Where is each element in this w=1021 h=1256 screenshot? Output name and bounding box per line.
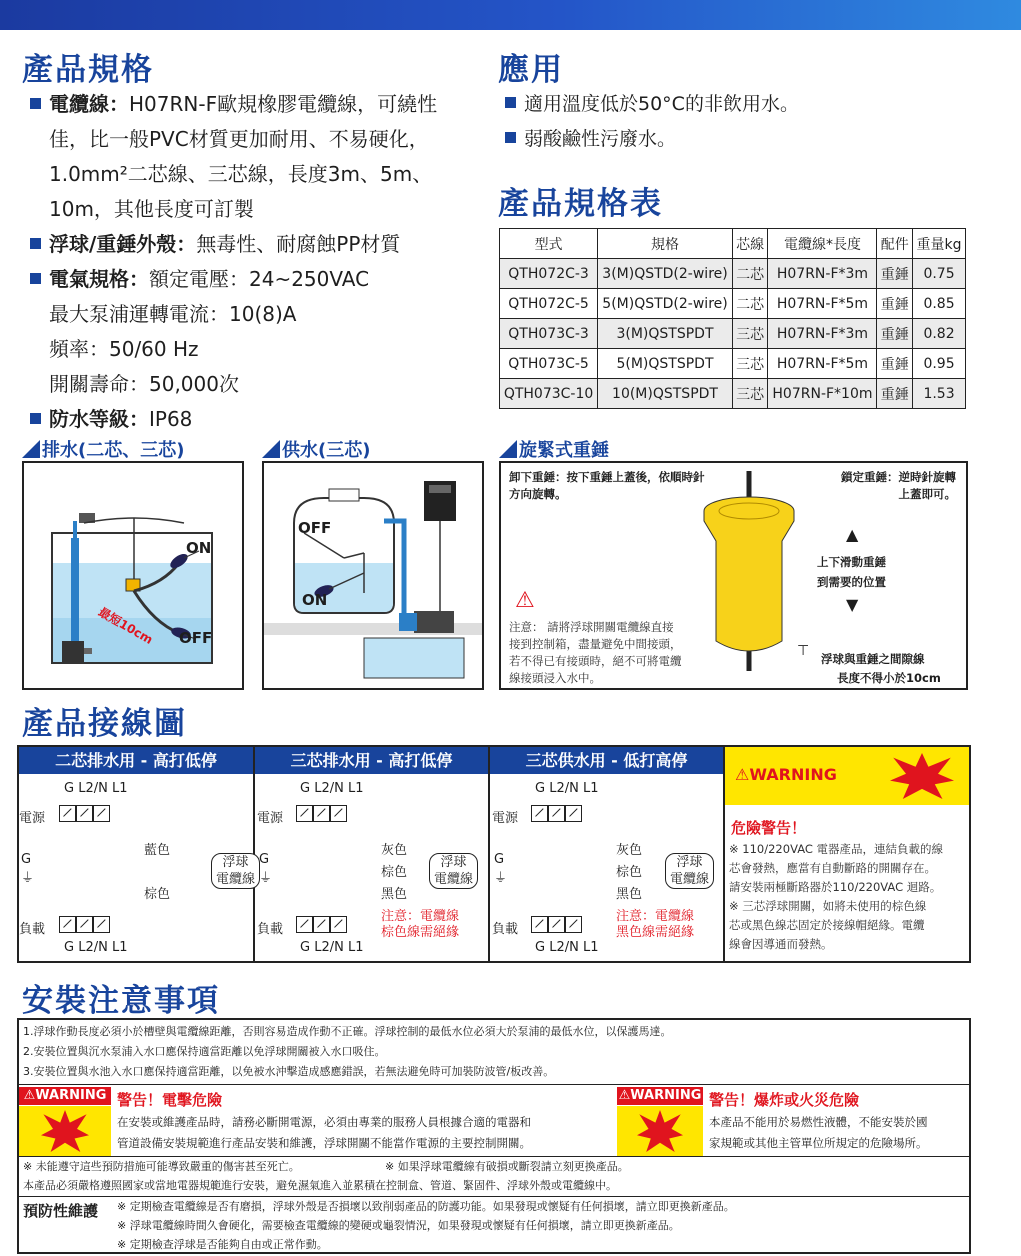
spec-title: 產品規格 — [22, 52, 154, 88]
warning-1-text — [117, 1112, 531, 1154]
weight-heading — [499, 436, 609, 462]
weight-slide-text-2: 到需要的位置 — [817, 575, 886, 589]
ip-text: IP68 — [149, 407, 193, 431]
weight-note-line: 線接頭浸入水中。 — [509, 671, 601, 685]
weight-gap-text: 浮球與重錘之間隙線 — [821, 652, 925, 666]
cable-text: H07RN-F歐規橡膠電纜線，可繞性 — [129, 92, 438, 116]
blue-wire-label: 藍色 — [144, 843, 171, 858]
weight-lock-text-2: 上蓋即可。 — [898, 487, 956, 501]
ground-label: G — [494, 852, 505, 867]
warning-text: WARNING — [35, 1088, 107, 1103]
table-cell: QTH072C-5 — [500, 289, 598, 319]
danger-line: 請安裝兩極斷路器於110/220VAC 迴路。 — [729, 880, 942, 894]
weight-slide-text: 上下滑動重錘 — [817, 555, 886, 569]
table-cell: QTH073C-5 — [500, 349, 598, 379]
col-header: 重量kg — [913, 229, 966, 259]
warning-1-icon-bg — [19, 1106, 111, 1156]
note-line: 黑色線需絕緣 — [616, 925, 695, 940]
elec-life: 開關壽命：50,000次 — [49, 372, 239, 396]
table-cell: 三芯 — [732, 349, 768, 379]
drain-title: 排水(二芯、三芯) — [42, 440, 185, 461]
float-label: 浮球 — [222, 855, 249, 870]
warning-badge — [735, 765, 837, 784]
top-banner — [0, 0, 1021, 30]
wiring-header-2: 三芯排水用 - 高打低停 — [255, 747, 488, 774]
spec-list — [30, 87, 437, 437]
application-title: 應用 — [498, 52, 564, 88]
terminal-labels: G L2/N L1 — [300, 940, 364, 955]
table-cell: 重錘 — [877, 259, 913, 289]
weight-note — [509, 619, 682, 687]
note-line: 注意：電纜線 — [381, 909, 460, 924]
weight-diagram — [499, 461, 968, 690]
triangle-icon — [262, 440, 280, 458]
cable-text-4: 10m，其他長度可訂製 — [49, 197, 254, 221]
table-cell: 5(M)QSTD(2-wire) — [598, 289, 733, 319]
warning-1-badge — [19, 1087, 111, 1105]
danger-line: 芯或黑色線芯固定於接線帽絕緣。電纜 — [729, 918, 925, 932]
float-cable-box — [211, 853, 260, 889]
weight-lock-text: 鎖定重錘：逆時針旋轉 — [841, 470, 956, 484]
col-header: 電纜線*長度 — [768, 229, 877, 259]
bullet-icon — [30, 413, 41, 424]
elec-current: 最大泵浦運轉電流：10(8)A — [49, 302, 297, 326]
table-cell: 二芯 — [732, 259, 768, 289]
danger-line: 線會因導通而發熱。 — [729, 937, 833, 951]
bullet-icon — [505, 132, 516, 143]
supply-heading — [262, 436, 370, 462]
terminal-labels: G L2/N L1 — [535, 781, 599, 796]
install-note: 2.安裝位置與沉水泵浦入水口應保持適當距離以免浮球開關被入水口吸住。 — [23, 1045, 386, 1058]
elec-text: 額定電壓：24~250VAC — [149, 267, 370, 291]
maintenance-item: ※ 浮球電纜線時間久會硬化，需要檢查電纜線的變硬或龜裂情況，如果發現或懷疑有任何損壞，請立即更換新產品。 — [117, 1219, 680, 1232]
panel-divider — [488, 747, 490, 961]
elec-frequency: 頻率：50/60 Hz — [49, 337, 199, 361]
table-cell: H07RN-F*5m — [768, 289, 877, 319]
table-cell: 三芯 — [732, 319, 768, 349]
weight-note-line: 若不得已有接頭時，絕不可將電纜 — [509, 654, 682, 668]
danger-line: ※ 110/220VAC 電器產品，連結負載的線 — [729, 842, 944, 856]
warning-2-icon-bg — [617, 1106, 703, 1156]
terminal-labels: G L2/N L1 — [64, 781, 128, 796]
terminal-labels: G L2/N L1 — [535, 940, 599, 955]
table-cell: 0.95 — [913, 349, 966, 379]
brown-wire-label: 棕色 — [381, 865, 408, 880]
ground-icon: ⏚ — [494, 871, 508, 886]
danger-line: 芯會發熱，應當有自動斷路的開關存在。 — [729, 861, 936, 875]
shell-text: 無毒性、耐腐蝕PP材質 — [196, 232, 401, 256]
power-label: 電源 — [19, 811, 46, 826]
grey-wire-label: 灰色 — [616, 843, 643, 858]
warning-triangle-icon: ⚠ — [735, 765, 750, 784]
table-row — [500, 289, 966, 319]
weight-note-line: 接到控制箱，盡量避免中間接頭， — [509, 637, 682, 651]
table-cell: 0.75 — [913, 259, 966, 289]
table-cell: H07RN-F*3m — [768, 259, 877, 289]
spec-table — [499, 228, 966, 409]
table-row — [500, 349, 966, 379]
caution-icon: ⚠ — [515, 588, 535, 613]
wiring-title: 產品接線圖 — [22, 706, 187, 742]
black-wire-label: 黑色 — [616, 887, 643, 902]
black-insulate-note — [616, 909, 694, 941]
table-cell: 三芯 — [732, 379, 768, 409]
table-cell: 重錘 — [877, 319, 913, 349]
col-header: 芯線 — [732, 229, 768, 259]
cable-label: 電纜線 — [216, 872, 256, 887]
terminal-block — [531, 805, 582, 826]
terminal-labels: G L2/N L1 — [64, 940, 128, 955]
supply-diagram — [262, 461, 484, 690]
load-label: 負載 — [19, 922, 46, 937]
float-label: 浮球 — [440, 855, 467, 870]
bullet-icon — [30, 238, 41, 249]
electric-shock-icon — [890, 753, 954, 799]
float-label: 浮球 — [676, 855, 703, 870]
reminder-text: ※ 如果浮球電纜線有破損或斷裂請立刻更換產品。 — [385, 1160, 629, 1173]
supply-title: 供水(三芯) — [282, 440, 371, 461]
table-cell: H07RN-F*3m — [768, 319, 877, 349]
drain-diagram — [22, 461, 244, 690]
table-cell: QTH073C-10 — [500, 379, 598, 409]
terminal-block — [296, 916, 347, 937]
cable-label: 電纜線： — [49, 92, 129, 116]
maintenance-label: 預防性維護 — [23, 1202, 99, 1220]
warning-line: 本產品不能用於易燃性液體，不能安裝於國 — [709, 1115, 928, 1129]
table-cell: 重錘 — [877, 349, 913, 379]
table-cell: 0.82 — [913, 319, 966, 349]
shell-label: 浮球/重錘外殼： — [49, 232, 197, 256]
table-cell: 重錘 — [877, 379, 913, 409]
terminal-block — [296, 805, 347, 826]
warning-text: WARNING — [630, 1088, 702, 1103]
supply-on-label: ON — [302, 591, 328, 609]
danger-title: 危險警告！ — [731, 819, 807, 837]
weight-unload-text: 卸下重錘：按下重錘上蓋後，依順時針方向旋轉。 — [509, 470, 705, 501]
note-line: 棕色線需絕緣 — [381, 925, 460, 940]
maintenance-item: ※ 定期檢查浮球是否能夠自由或正常作動。 — [117, 1238, 328, 1251]
reminder-text: 本產品必須嚴格遵照國家或當地電器規範進行安裝，避免濕氣進入並累積在控制盒、管道、緊固件、浮球外殼或電纜線中。 — [23, 1179, 617, 1192]
black-wire-label: 黑色 — [381, 887, 408, 902]
bullet-icon — [30, 98, 41, 109]
warning-line: 家規範或其他主管單位所規定的危險場所。 — [709, 1136, 928, 1150]
weight-illustration — [691, 471, 811, 671]
warning-2-text — [709, 1112, 928, 1154]
ground-icon: ⏚ — [259, 871, 273, 886]
fire-explosion-icon — [637, 1110, 683, 1152]
elec-label: 電氣規格： — [49, 267, 149, 291]
weight-title: 旋緊式重錘 — [519, 440, 609, 461]
table-cell: 3(M)QSTSPDT — [598, 319, 733, 349]
arrow-down-icon: ▼ — [846, 595, 859, 614]
divider — [19, 1084, 969, 1085]
triangle-icon — [22, 440, 40, 458]
table-row — [500, 319, 966, 349]
reminder-text: ※ 未能遵守這些預防措施可能導致嚴重的傷害甚至死亡。 — [23, 1160, 300, 1173]
warning-triangle-icon: ⚠ — [618, 1088, 631, 1103]
brown-insulate-note — [381, 909, 459, 941]
table-cell: 0.85 — [913, 289, 966, 319]
ground-icon: ⏚ — [21, 871, 35, 886]
ip-label: 防水等級： — [49, 407, 149, 431]
col-header: 配件 — [877, 229, 913, 259]
power-label: 電源 — [492, 811, 519, 826]
table-cell: 1.53 — [913, 379, 966, 409]
terminal-block — [59, 916, 110, 937]
table-row — [500, 379, 966, 409]
table-cell: 3(M)QSTD(2-wire) — [598, 259, 733, 289]
table-cell: 二芯 — [732, 289, 768, 319]
arrow-up-icon: ▲ — [846, 525, 859, 544]
table-cell: QTH072C-3 — [500, 259, 598, 289]
table-row — [500, 259, 966, 289]
cable-label: 電纜線 — [434, 872, 474, 887]
table-header-row — [500, 229, 966, 259]
bullet-icon — [30, 273, 41, 284]
drain-off-label: OFF — [179, 629, 213, 647]
ground-label: G — [259, 852, 270, 867]
wiring-header-1: 二芯排水用 - 高打低停 — [19, 747, 253, 774]
triangle-icon — [499, 440, 517, 458]
maintenance-item: ※ 定期檢查電纜線是否有磨損，浮球外殼是否損壞以致削弱產品的防護功能。如果發現或懷疑有任何損壞，請立即更換新產品。 — [117, 1200, 735, 1213]
cable-text-2: 佳，比一般PVC材質更加耐用、不易硬化， — [49, 127, 429, 151]
warning-triangle-icon: ⚠ — [23, 1088, 36, 1103]
table-cell: 5(M)QSTSPDT — [598, 349, 733, 379]
drain-on-label: ON — [186, 539, 212, 557]
weight-gap-text-2: 長度不得小於10cm — [837, 671, 941, 685]
danger-text — [729, 840, 943, 954]
table-cell: 重錘 — [877, 289, 913, 319]
float-cable-box — [429, 853, 478, 889]
cable-text-3: 1.0mm²二芯線、三芯線，長度3m、5m、 — [49, 162, 433, 186]
warning-line: 管道設備安裝規範進行產品安裝和維護，浮球開關不能當作電源的主要控制開關。 — [117, 1136, 531, 1150]
install-title: 安裝注意事項 — [22, 983, 220, 1019]
brown-wire-label: 棕色 — [616, 865, 643, 880]
col-header: 規格 — [598, 229, 733, 259]
cable-label: 電纜線 — [670, 872, 710, 887]
application-list — [505, 87, 799, 157]
warning-line: 在安裝或維護產品時，請務必斷開電源，必須由專業的服務人員根據合適的電器和 — [117, 1115, 531, 1129]
wiring-header-3: 三芯供水用 - 低打高停 — [490, 747, 723, 774]
weight-note-line: 注意： 請將浮球開關電纜線直接 — [509, 620, 674, 634]
wiring-diagram — [17, 745, 971, 963]
warning-banner — [725, 747, 969, 805]
install-box — [17, 1018, 971, 1254]
arrow-up-bar-icon: ⊤ — [797, 643, 810, 659]
supply-off-label: OFF — [298, 519, 332, 537]
terminal-block — [59, 805, 110, 826]
table-cell: H07RN-F*10m — [768, 379, 877, 409]
grey-wire-label: 灰色 — [381, 843, 408, 858]
danger-line: ※ 三芯浮球開關，如將未使用的棕色線 — [729, 899, 927, 913]
install-note: 1.浮球作動長度必須小於槽壁與電纜線距離，否則容易造成作動不正確。浮球控制的最低水位必須大於泵浦的最低水位，以保護馬達。 — [23, 1025, 672, 1038]
power-label: 電源 — [257, 811, 284, 826]
load-label: 負載 — [257, 922, 284, 937]
supply-tank-illustration — [264, 463, 482, 688]
install-note: 3.安裝位置與水池入水口應保持適當距離，以免被水沖擊造成感應錯誤，若無法避免時可加裝防波管/板改善。 — [23, 1065, 555, 1078]
warning-2-badge — [617, 1087, 703, 1105]
warning-text: WARNING — [749, 765, 837, 784]
terminal-labels: G L2/N L1 — [300, 781, 364, 796]
application-item: 適用溫度低於50°C的非飲用水。 — [524, 93, 799, 115]
terminal-block — [531, 916, 582, 937]
drain-heading — [22, 436, 184, 462]
application-item: 弱酸鹼性污廢水。 — [524, 128, 677, 150]
drain-min-distance: 最短10cm — [96, 604, 156, 648]
brown-wire-label: 棕色 — [144, 887, 171, 902]
float-cable-box — [665, 853, 714, 889]
electric-shock-icon — [41, 1110, 89, 1152]
table-cell: 10(M)QSTSPDT — [598, 379, 733, 409]
table-cell: QTH073C-3 — [500, 319, 598, 349]
ground-label: G — [21, 852, 32, 867]
warning-2-title: 警告！爆炸或火災危險 — [709, 1091, 860, 1109]
spec-table-title: 產品規格表 — [498, 186, 663, 222]
table-cell: H07RN-F*5m — [768, 349, 877, 379]
warning-1-title: 警告！電擊危險 — [117, 1091, 223, 1109]
col-header: 型式 — [500, 229, 598, 259]
drain-tank-illustration — [24, 463, 242, 688]
load-label: 負載 — [492, 922, 519, 937]
bullet-icon — [505, 97, 516, 108]
note-line: 注意：電纜線 — [616, 909, 695, 924]
